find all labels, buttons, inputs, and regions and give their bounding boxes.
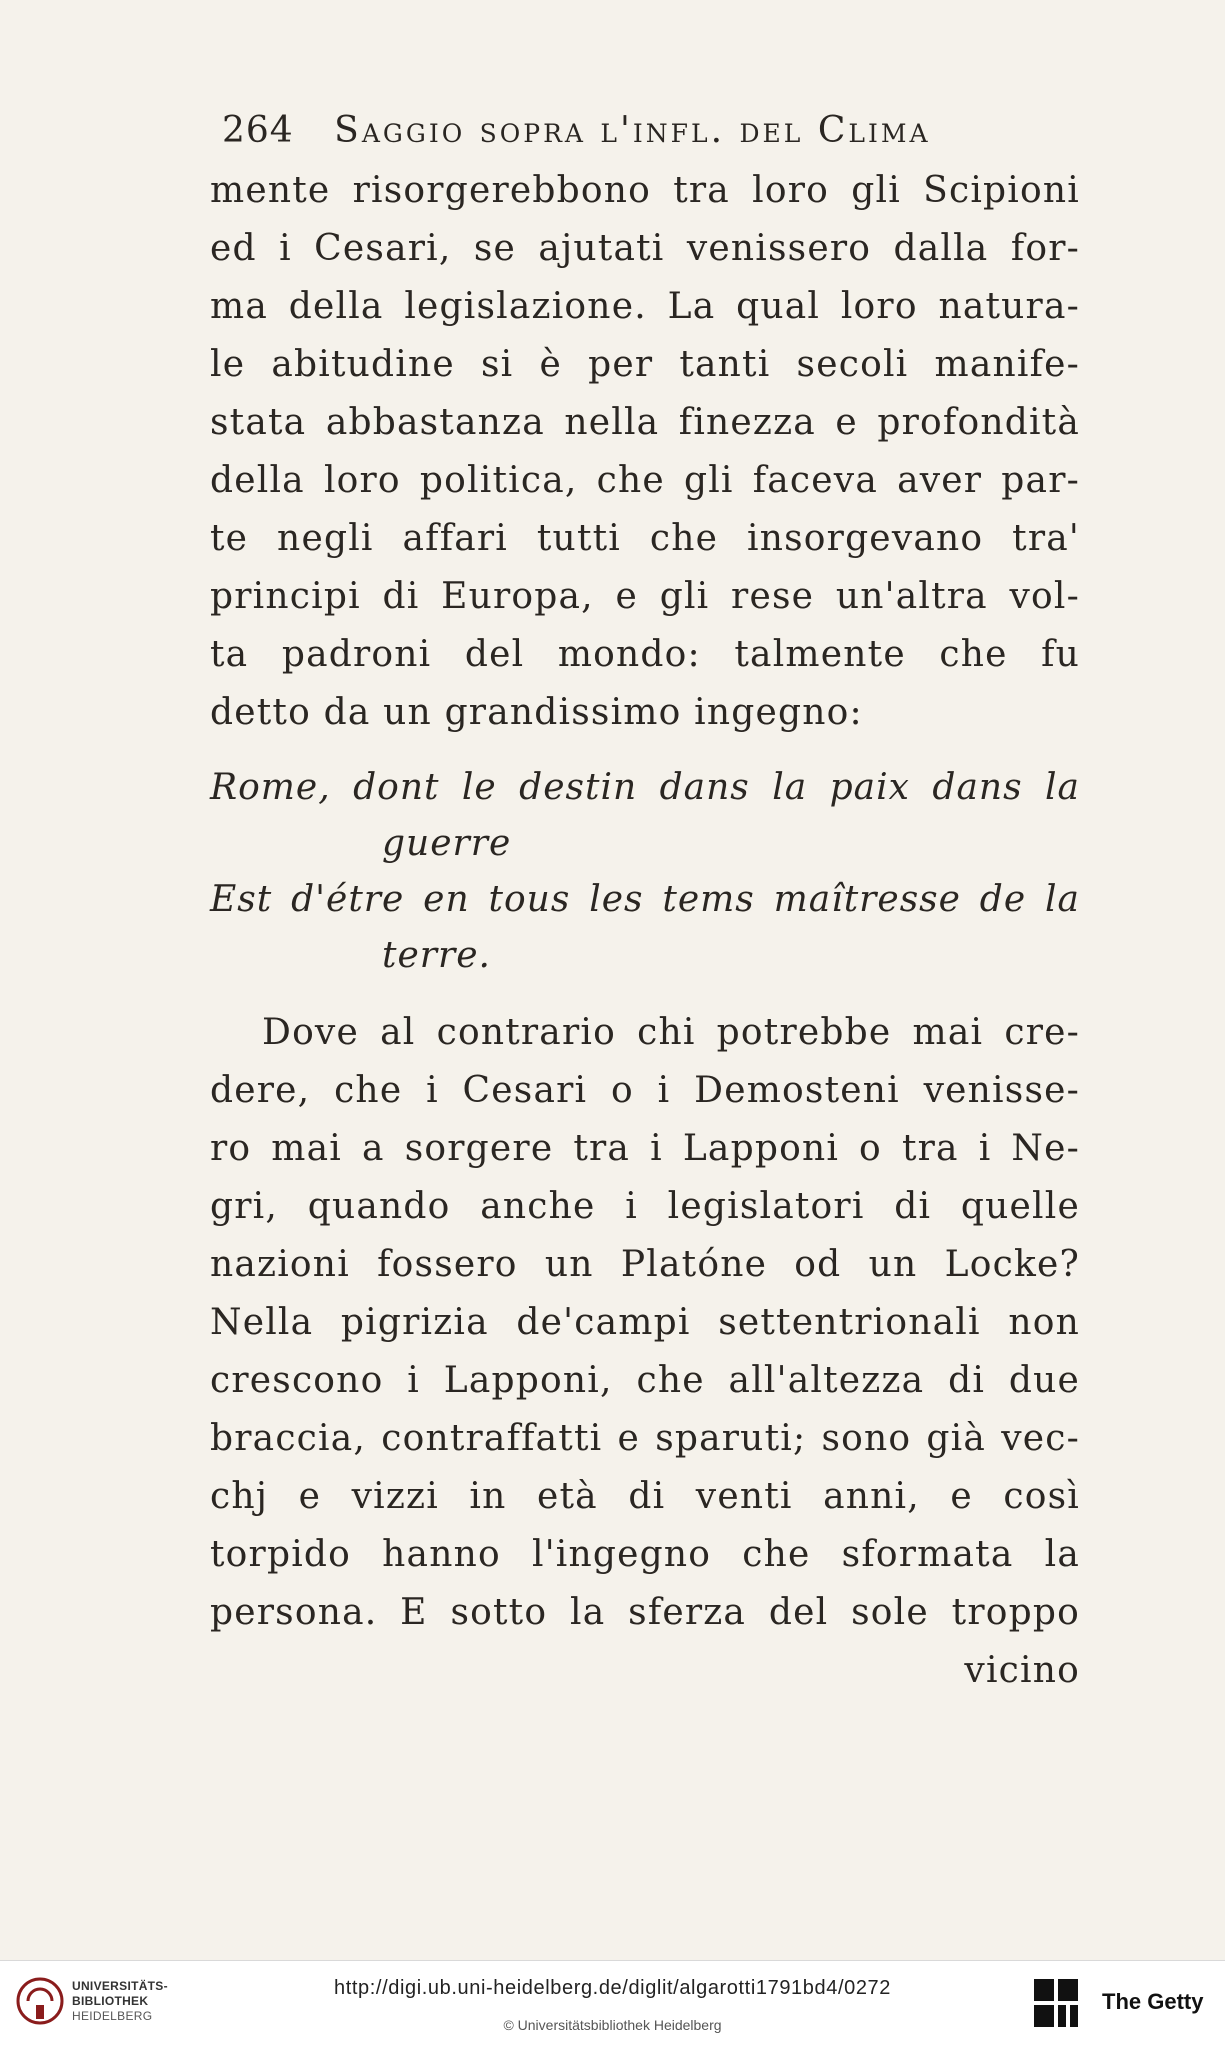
text-line: Dove al contrario chi potrebbe mai cre- (262, 1012, 1080, 1053)
text-line: gri, quando anche i legislatori di quelle (210, 1186, 1080, 1227)
getty-logo-icon (1030, 1973, 1082, 2035)
text-line: ta padroni del mondo: talmente che fu (210, 634, 1080, 675)
running-title: Saggio sopra l'infl. del Clima (334, 110, 931, 151)
text-line: torpido hanno l'ingegno che sformata la (210, 1534, 1080, 1575)
text-line: della loro politica, che gli faceva aver par- (210, 460, 1080, 501)
viewer-footer (0, 1960, 1225, 2049)
text-line: ro mai a sorgere tra i Lapponi o tra i Ne- (210, 1128, 1080, 1169)
text-line: nazioni fossero un Platóne od un Locke? (210, 1244, 1080, 1285)
text-line: le abitudine si è per tanti secoli manife- (210, 344, 1080, 385)
text-line: chj e vizzi in età di venti anni, e così (210, 1476, 1080, 1517)
getty-label: The Getty (1102, 1989, 1204, 2014)
catchword: vicino (964, 1650, 1080, 1691)
text-line: mente risorgerebbono tra loro gli Scipioni (210, 170, 1080, 211)
page-number: 264 (222, 110, 294, 151)
library-name: UNIVERSITÄTS- BIBLIOTHEK HEIDELBERG (72, 1979, 168, 2023)
text-line: crescono i Lapponi, che all'altezza di due (210, 1360, 1080, 1401)
verse-line: Est d'étre en tous les tems maîtresse de la (210, 879, 1080, 920)
text-line: principi di Europa, e gli rese un'altra vol- (210, 576, 1080, 617)
text-line: ed i Cesari, se ajutati venissero dalla for- (210, 228, 1080, 269)
permalink-url[interactable]: http://digi.ub.uni-heidelberg.de/diglit/algarotti1791bd4/0272 (334, 1977, 891, 1999)
verse-line: Rome, dont le destin dans la paix dans la (210, 767, 1080, 808)
verse-continuation: guerre (382, 823, 512, 864)
body-text (210, 162, 1080, 1700)
copyright-notice: © Universitätsbibliothek Heidelberg (503, 2017, 722, 2033)
text-line: te negli affari tutti che insorgevano tra' (210, 518, 1080, 559)
text-line: dere, che i Cesari o i Demosteni venisse- (210, 1070, 1080, 1111)
verse-continuation: terre. (382, 935, 491, 976)
text-line: detto da un grandissimo ingegno: (210, 692, 863, 733)
text-line: persona. E sotto la sferza del sole troppo (210, 1592, 1080, 1633)
text-line: stata abbastanza nella finezza e profondità (210, 402, 1080, 443)
running-header (222, 110, 982, 151)
text-line: braccia, contraffatti e sparuti; sono già vec- (210, 1418, 1080, 1459)
text-line: Nella pigrizia de'campi settentrionali non (210, 1302, 1080, 1343)
text-line: ma della legislazione. La qual loro natura- (210, 286, 1080, 327)
